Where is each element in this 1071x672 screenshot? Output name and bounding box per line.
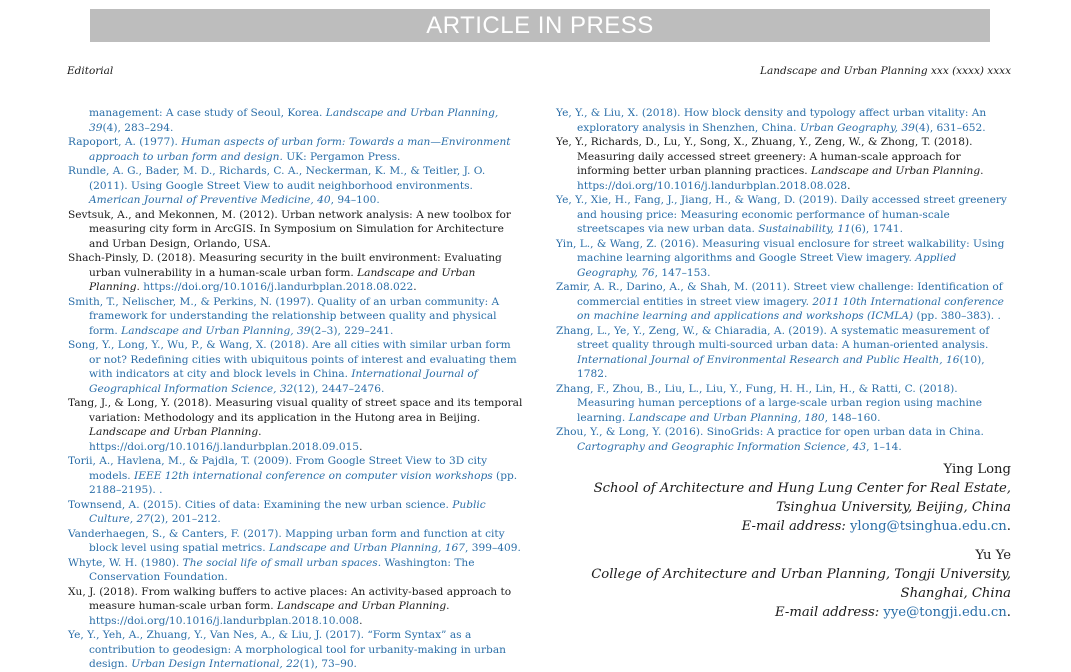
reference-text: UK: Pergamon Press.	[282, 150, 401, 163]
reference-text: Rundle, A. G., Bader, M. D., Richards, C. A., Neckerman, K. M., & Teitler, J. O. (2011). Using Google Street View to audit neighborhood environments.	[68, 165, 486, 192]
author-email-line	[556, 517, 1011, 536]
doi-link[interactable]: https://doi.org/10.1016/j.landurbplan.2018.08.028	[577, 179, 848, 192]
reference-text: .	[847, 179, 851, 192]
reference-source: Human aspects of urban form: Towards a man—Environment approach to urban form and design.	[89, 136, 511, 163]
reference-source: International Journal of Geographical Information Science, 32	[89, 368, 478, 395]
email-label: E-mail address:	[741, 519, 846, 534]
author-email-link[interactable]: ylong@tsinghua.edu.cn	[849, 519, 1007, 534]
reference-entry	[68, 251, 525, 295]
author-gap	[556, 536, 1011, 546]
reference-text: , 94–100.	[330, 194, 380, 206]
reference-text: Xu, J. (2018). From walking buffers to active places: An activity-based approach to measure human-scale urban form.	[68, 585, 512, 612]
reference-text: Tang, J., & Long, Y. (2018). Measuring visual quality of street space and its temporal variation: Methodology and its application in the Hutong area in Beijing.	[68, 397, 523, 424]
reference-source: Landscape and Urban Planning	[89, 426, 259, 438]
reference-text: (pp. 2188–2195). .	[89, 469, 518, 496]
reference-source: Urban Design International, 22	[131, 658, 300, 670]
reference-text: (2), 201–212.	[149, 513, 221, 525]
reference-text: Sevtsuk, A., and Mekonnen, M. (2012). Urban network analysis: A new toolbox for measuring city form in ArcGIS. In Symposium on Simulation for Architecture and Urban Design, Orlando, USA.	[68, 208, 511, 250]
reference-text: Zhang, L., Ye, Y., Zeng, W., & Chiaradia, A. (2019). A systematic measurement of street quality through multi-sourced urban data: A human-oriented analysis.	[556, 324, 990, 351]
reference-entry[interactable]	[68, 498, 525, 527]
reference-text: (pp. 380–383). .	[913, 310, 1001, 322]
reference-text: Vanderhaegen, S., & Canters, F. (2017). Mapping urban form and function at city block level using spatial metrics.	[68, 527, 505, 554]
reference-source: The social life of small urban spaces.	[182, 556, 382, 569]
reference-text: Whyte, W. H. (1980).	[68, 556, 183, 569]
email-period: .	[1006, 519, 1011, 534]
reference-entry[interactable]	[68, 628, 525, 672]
reference-text: Smith, T., Nelischer, M., & Perkins, N. (1997). Quality of an urban community: A framework for understanding the relationship between quality and physical form.	[68, 295, 500, 337]
author-affiliation: College of Architecture and Urban Planning, Tongji University, Shanghai, China	[591, 567, 1011, 601]
author-affiliation: School of Architecture and Hung Lung Center for Real Estate, Tsinghua University, Beijing, China	[593, 481, 1011, 515]
reference-source: Landscape and Urban Planning, 39	[89, 107, 499, 134]
reference-text: .	[413, 281, 417, 293]
reference-source: International Journal of Environmental Research and Public Health, 16	[577, 353, 960, 366]
reference-text: .	[359, 614, 363, 627]
reference-text: Yin, L., & Wang, Z. (2016). Measuring visual enclosure for street walkability: Using machine learning algorithms and Google Street View imagery.	[556, 237, 1005, 264]
reference-text: Washington: The Conservation Foundation.	[89, 556, 475, 583]
reference-text: Ye, Y., Richards, D., Lu, Y., Song, X., Zhuang, Y., Zeng, W., & Zhong, T. (2018). Measuring daily accessed street greenery: A human-scale approach for informing better urban planning practices.	[556, 136, 973, 177]
reference-text: Townsend, A. (2015). Cities of data: Examining the new urban science.	[68, 498, 453, 511]
reference-text: management: A case study of Seoul, Korea.	[89, 107, 326, 119]
references-right-column	[556, 106, 1014, 454]
author-block	[556, 460, 1011, 536]
running-header-left: Editorial	[67, 65, 114, 77]
reference-text: Zamir, A. R., Darino, A., & Shah, M. (2011). Street view challenge: Identification of commercial entities in street view imagery.	[556, 281, 1003, 308]
author-name: Ying Long	[943, 462, 1011, 477]
reference-text: Ye, Y., & Liu, X. (2018). How block density and typology affect urban vitality: An exploratory analysis in Shenzhen, China.	[556, 107, 987, 134]
reference-entry[interactable]	[68, 135, 525, 164]
reference-source: Public Culture, 27	[89, 498, 486, 525]
reference-entry	[556, 135, 1014, 193]
reference-entry[interactable]	[556, 280, 1014, 324]
reference-text: , 399–409.	[465, 542, 521, 554]
doi-link[interactable]: https://doi.org/10.1016/j.landurbplan.2018.09.015	[89, 440, 360, 453]
reference-entry[interactable]	[68, 338, 525, 396]
reference-source: Landscape and Urban Planning, 180	[628, 411, 825, 424]
reference-entry	[68, 585, 525, 629]
reference-text: Zhang, F., Zhou, B., Liu, L., Liu, Y., Fung, H. H., Lin, H., & Ratti, C. (2018). Measuring human perceptions of a large-scale urban region using machine learning.	[556, 382, 982, 424]
reference-source: Landscape and Urban Planning, 39	[121, 324, 311, 337]
author-block	[556, 546, 1011, 622]
reference-entry[interactable]	[68, 527, 525, 556]
reference-entry[interactable]	[556, 106, 1014, 135]
reference-text: (10), 1782.	[577, 353, 985, 380]
reference-source: Landscape and Urban Planning	[811, 165, 981, 177]
reference-text: Song, Y., Long, Y., Wu, P., & Wang, X. (2018). Are all cities with similar urban form or not? Redefining cities with ubiquitous points of interest and evaluating them with indicators at city and block levels in China.	[68, 339, 517, 380]
reference-source: IEEE 12th international conference on computer vision workshops	[134, 469, 493, 482]
reference-text: (6), 1741.	[850, 223, 903, 235]
reference-entry[interactable]	[556, 382, 1014, 426]
reference-source: 2011 10th International conference on machine learning and applications and workshops (ICMLA)	[577, 295, 1004, 322]
reference-source: Landscape and Urban Planning	[89, 266, 476, 293]
reference-text: , 1–14.	[866, 440, 902, 453]
author-name: Yu Ye	[975, 548, 1011, 563]
reference-text: .	[980, 165, 984, 177]
reference-text: (2–3), 229–241.	[310, 324, 394, 337]
reference-source: Cartography and Geographic Information Science, 43	[577, 440, 867, 453]
reference-text: , 147–153.	[654, 266, 711, 279]
running-header-right: Landscape and Urban Planning xxx (xxxx) xxxx	[760, 65, 1011, 77]
reference-source: Applied Geography, 76	[577, 252, 957, 279]
reference-entry[interactable]	[68, 106, 525, 135]
reference-entry[interactable]	[556, 237, 1014, 281]
reference-text: .	[359, 440, 363, 453]
reference-entry[interactable]	[556, 425, 1014, 454]
reference-source: Landscape and Urban Planning, 167	[268, 542, 465, 554]
doi-link[interactable]: https://doi.org/10.1016/j.landurbplan.2018.08.022	[143, 281, 414, 293]
reference-entry[interactable]	[68, 295, 525, 339]
reference-text: .	[446, 600, 450, 612]
reference-text: .	[258, 426, 262, 438]
author-email-link[interactable]: yye@tongji.edu.cn	[883, 605, 1007, 620]
reference-entry[interactable]	[68, 454, 525, 498]
reference-text: Zhou, Y., & Long, Y. (2016). SinoGrids: A practice for open urban data in China.	[556, 426, 984, 438]
author-email-line	[556, 603, 1011, 622]
reference-entry[interactable]	[556, 193, 1014, 237]
reference-text: (4), 631–652.	[914, 121, 986, 134]
reference-entry[interactable]	[68, 556, 525, 585]
reference-source: American Journal of Preventive Medicine, 40	[89, 194, 331, 206]
email-label: E-mail address:	[775, 605, 880, 620]
reference-entry	[68, 396, 525, 454]
reference-text: (1), 73–90.	[299, 658, 357, 670]
reference-source: Urban Geography, 39	[799, 121, 915, 134]
doi-link[interactable]: https://doi.org/10.1016/j.landurbplan.2018.10.008	[89, 614, 360, 627]
reference-text: (4), 283–294.	[102, 121, 174, 134]
reference-text: Torii, A., Havlena, M., & Pajdla, T. (2009). From Google Street View to 3D city models.	[68, 455, 488, 482]
references-left-column	[68, 106, 525, 672]
reference-source: Landscape and Urban Planning	[277, 600, 447, 612]
reference-entry	[68, 208, 525, 252]
reference-source: Sustainability, 11	[758, 223, 851, 235]
reference-text: , 148–160.	[824, 411, 881, 424]
reference-text: Shach-Pinsly, D. (2018). Measuring security in the built environment: Evaluating urban vulnerability in a human-scale urban form.	[68, 252, 502, 279]
reference-text: Ye, Y., Yeh, A., Zhuang, Y., Van Nes, A., & Liu, J. (2017). “Form Syntax” as a contribution to geodesign: A morphological tool for urbanity-making in urban design.	[68, 629, 506, 670]
email-period: .	[1006, 605, 1011, 620]
reference-entry[interactable]	[556, 324, 1014, 382]
article-in-press-banner: ARTICLE IN PRESS	[90, 9, 990, 42]
reference-text: Ye, Y., Xie, H., Fang, J., Jiang, H., & Wang, D. (2019). Daily accessed street greenery and housing price: Measuring economic performance of human-scale streetscapes via new urban data.	[556, 194, 1007, 235]
reference-text: .	[136, 281, 144, 293]
author-signatures	[556, 460, 1011, 622]
reference-text: Rapoport, A. (1977).	[68, 136, 182, 148]
reference-entry[interactable]	[68, 164, 525, 208]
reference-text: (12), 2447–2476.	[293, 382, 385, 395]
